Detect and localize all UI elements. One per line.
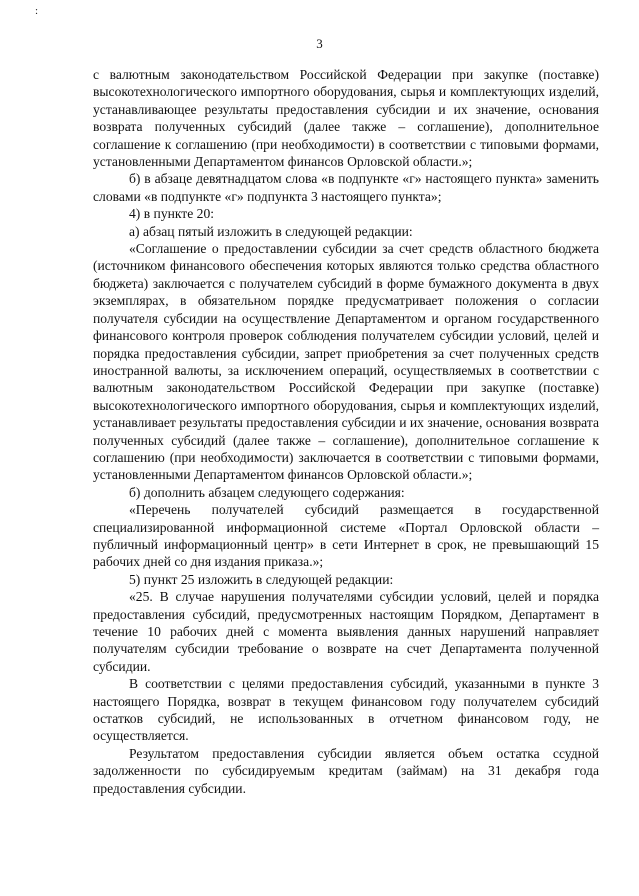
paragraph-5: «Соглашение о предоставлении субсидии за счет средств областного бюджета (источником финансового обеспечения которых являются только средства областного бюджета) заключается с получателем субсидий в форме бумажного документа в двух экземплярах, в обязательном порядке предусматривает положения о согласии получателя субсидии на осуществление Департаментом и органом государственного финансового контроля проверок соблюдения получателем субсидии условий, целей и порядка предоставления субсидии, запрет приобретения за счет полученных средств иностранной валюты, за исключением операций, осуществляемых в соответствии с валютным законодательством Российской Федерации при закупке (поставке) высокотехнологического импортного оборудования, сырья и комплектующих изделий, устанавливает результаты предоставления субсидии и их значение, основания возврата полученных субсидий (далее также – соглашение), дополнительное соглашение к соглашению (при необходимости) заключается в соответствии с типовыми формами, установленными Департаментом финансов Орловской области.»; (93, 241, 599, 483)
paragraph-8: 5) пункт 25 изложить в следующей редакции: (129, 571, 394, 587)
paragraph-1: с валютным законодательством Российской Федерации при закупке (поставке) высокотехнологического импортного оборудования, сырья и комплектующих изделий, устанавливающее результаты предоставления субсидии и их значение, основания возврата полученных субсидий (далее также – соглашение), дополнительное соглашение к соглашению (при необходимости) в соответствии с типовыми формами, установленными Департаментом финансов Орловской области.»; (93, 67, 599, 170)
paragraph-9: «25. В случае нарушения получателями субсидии условий, целей и порядка предоставления субсидий, предусмотренных настоящим Порядком, Департамент в течение 10 рабочих дней с момента выявления данных нарушений направляет получателям субсидии требование о возврате на счет Департамента полученной субсидии. (93, 589, 599, 674)
document-body (93, 66, 599, 797)
paragraph-10: В соответствии с целями предоставления субсидий, указанными в пункте 3 настоящего Порядка, возврат в текущем финансовом году получателем субсидий остатков субсидий, не использованных в отчетном финансовом году, не осуществляется. (93, 676, 599, 744)
margin-marks: : (35, 5, 40, 17)
paragraph-7: «Перечень получателей субсидий размещается в государственной специализированной информационной системе «Портал Орловской области – публичный информационный центр» в сети Интернет в срок, не превышающий 15 рабочих дней со дня издания приказа.»; (93, 502, 599, 570)
page-number: 3 (316, 36, 323, 51)
paragraph-4: а) абзац пятый изложить в следующей редакции: (129, 223, 413, 239)
paragraph-2: б) в абзаце девятнадцатом слова «в подпункте «г» настоящего пункта» заменить словами «в подпункте «г» подпункта 3 настоящего пункта»; (93, 171, 599, 204)
paragraph-6: б) дополнить абзацем следующего содержания: (129, 484, 405, 500)
paragraph-3: 4) в пункте 20: (129, 206, 215, 222)
paragraph-11: Результатом предоставления субсидии является объем остатка ссудной задолженности по субсидируемым кредитам (займам) на 31 декабря года предоставления субсидии. (93, 745, 599, 796)
